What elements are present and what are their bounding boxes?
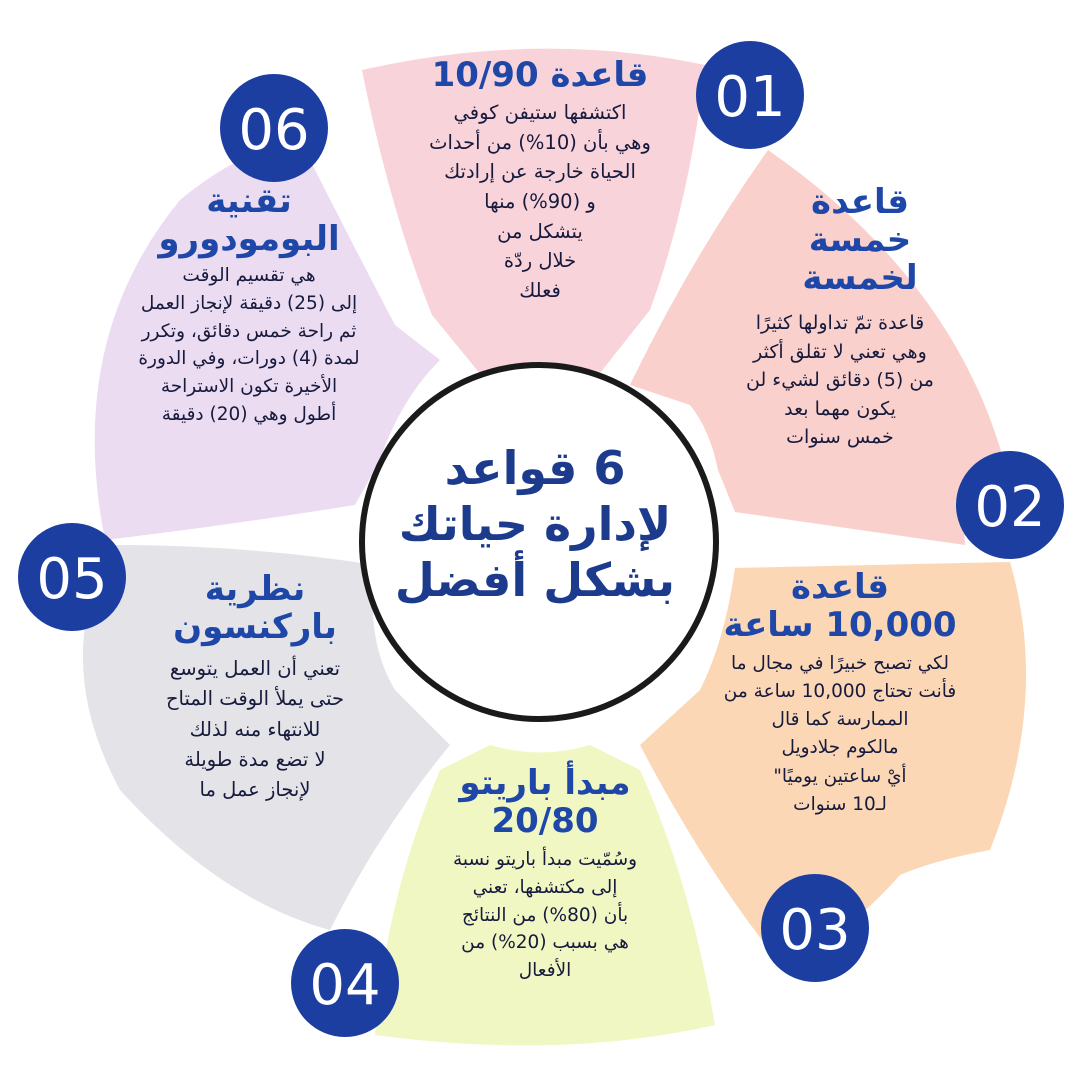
rule-02-body-line: من (5) دقائق لشيء لن	[746, 369, 934, 392]
rule-03-body-line: الممارسة كما قال	[771, 709, 909, 731]
badge-03	[761, 874, 869, 982]
rule-03-body-line: فأنت تحتاج 10,000 ساعة من	[723, 681, 957, 703]
rule-01-body-line: اكتشفها ستيفن كوفي	[453, 101, 627, 125]
rule-03-body-line: مالكوم جلادويل	[781, 737, 899, 759]
rule-05-body-line: لإنجاز عمل ما	[199, 778, 311, 802]
rule-04-body-line: هي بسبب (20%) من	[461, 932, 629, 954]
rule-02-body-line: يكون مهما بعد	[784, 397, 896, 420]
rule-06-body-line: أطول وهي (20) دقيقة	[161, 403, 337, 425]
rule-01	[390, 56, 690, 305]
badge-03-number: 03	[779, 898, 851, 963]
rule-04-title: مبدأ باريتو	[459, 763, 631, 803]
rule-02-body-line: وهي تعني لا تقلق أكثر	[753, 340, 927, 363]
rule-06-body-line: هي تقسيم الوقت	[182, 265, 316, 287]
rule-02-body-line: خمس سنوات	[786, 426, 894, 449]
rule-02-title: لخمسة	[802, 258, 918, 299]
rule-03-body-line: لكي تصبح خبيرًا في مجال ما	[730, 653, 950, 675]
rule-03-title: قاعدة	[791, 567, 889, 607]
rule-01-body-line: و (90%) منها	[484, 189, 596, 213]
center-title-line: لإدارة حياتك	[398, 497, 672, 552]
rule-05-body-line: للانتهاء منه لذلك	[189, 717, 321, 741]
badge-02	[956, 451, 1064, 559]
rule-01-title: قاعدة 10/90	[431, 55, 649, 95]
rule-06-body-line: إلى (25) دقيقة لإنجاز العمل	[140, 292, 358, 314]
rule-01-body-line: الحياة خارجة عن إرادتك	[444, 160, 636, 184]
rule-06-body-line: لمدة (4) دورات، وفي الدورة	[138, 348, 360, 370]
badge-01	[696, 41, 804, 149]
badge-06	[220, 74, 328, 182]
badge-02-number: 02	[974, 475, 1046, 540]
rule-06-body-line: ثم راحة خمس دقائق، وتكرر	[141, 320, 357, 342]
rule-04-body-line: الأفعال	[518, 960, 572, 982]
rule-02-body-line: قاعدة تمّ تداولها كثيرًا	[755, 312, 925, 335]
center-title-line: 6 قواعد	[444, 441, 626, 495]
rule-02	[705, 183, 975, 452]
rule-01-body-line: خلال ردّة	[503, 249, 577, 273]
rule-05-body-line: لا تضع مدة طويلة	[184, 747, 326, 771]
rule-03-title: 10,000 ساعة	[723, 605, 957, 646]
rule-05-body-line: حتى يملأ الوقت المتاح	[165, 687, 345, 711]
rule-04-body-line: وسُمّيت مبدأ باريتو نسبة	[452, 849, 638, 871]
rule-04-title: 20/80	[491, 801, 599, 842]
rule-02-title: خمسة	[808, 220, 912, 261]
rule-03-body-line: أيْ ساعتين يوميًا"	[773, 765, 907, 787]
rule-06	[88, 182, 410, 429]
rule-06-title: البومودورو	[158, 219, 340, 260]
badge-06-number: 06	[238, 98, 310, 163]
center-title-line: بشكل أفضل	[394, 553, 676, 608]
rule-04	[410, 764, 680, 985]
rule-05	[110, 570, 400, 805]
rule-03-body-line: لـ10 سنوات	[793, 793, 887, 815]
rule-05-body-line: تعني أن العمل يتوسع	[169, 657, 341, 681]
rule-04-body-line: إلى مكتشفها، تعني	[472, 876, 618, 898]
badge-01-number: 01	[714, 65, 786, 130]
badge-04-number: 04	[309, 953, 381, 1018]
rule-03	[690, 568, 990, 819]
center-title	[365, 440, 705, 608]
rule-05-title: باركنسون	[173, 607, 337, 648]
rule-06-title: تقنية	[206, 181, 292, 221]
badge-05-number: 05	[36, 547, 108, 612]
badge-04	[291, 929, 399, 1037]
rule-01-body-line: فعلك	[519, 278, 561, 302]
rule-01-body-line: يتشكل من	[497, 219, 583, 243]
rule-06-body-line: الأخيرة تكون الاستراحة	[160, 376, 338, 398]
rule-01-body-line: وهي بأن (10%) من أحداث	[429, 130, 651, 154]
rule-04-body-line: بأن (80%) من النتائج	[461, 904, 629, 926]
rule-05-title: نظرية	[204, 569, 306, 609]
rule-02-title: قاعدة	[811, 182, 909, 222]
